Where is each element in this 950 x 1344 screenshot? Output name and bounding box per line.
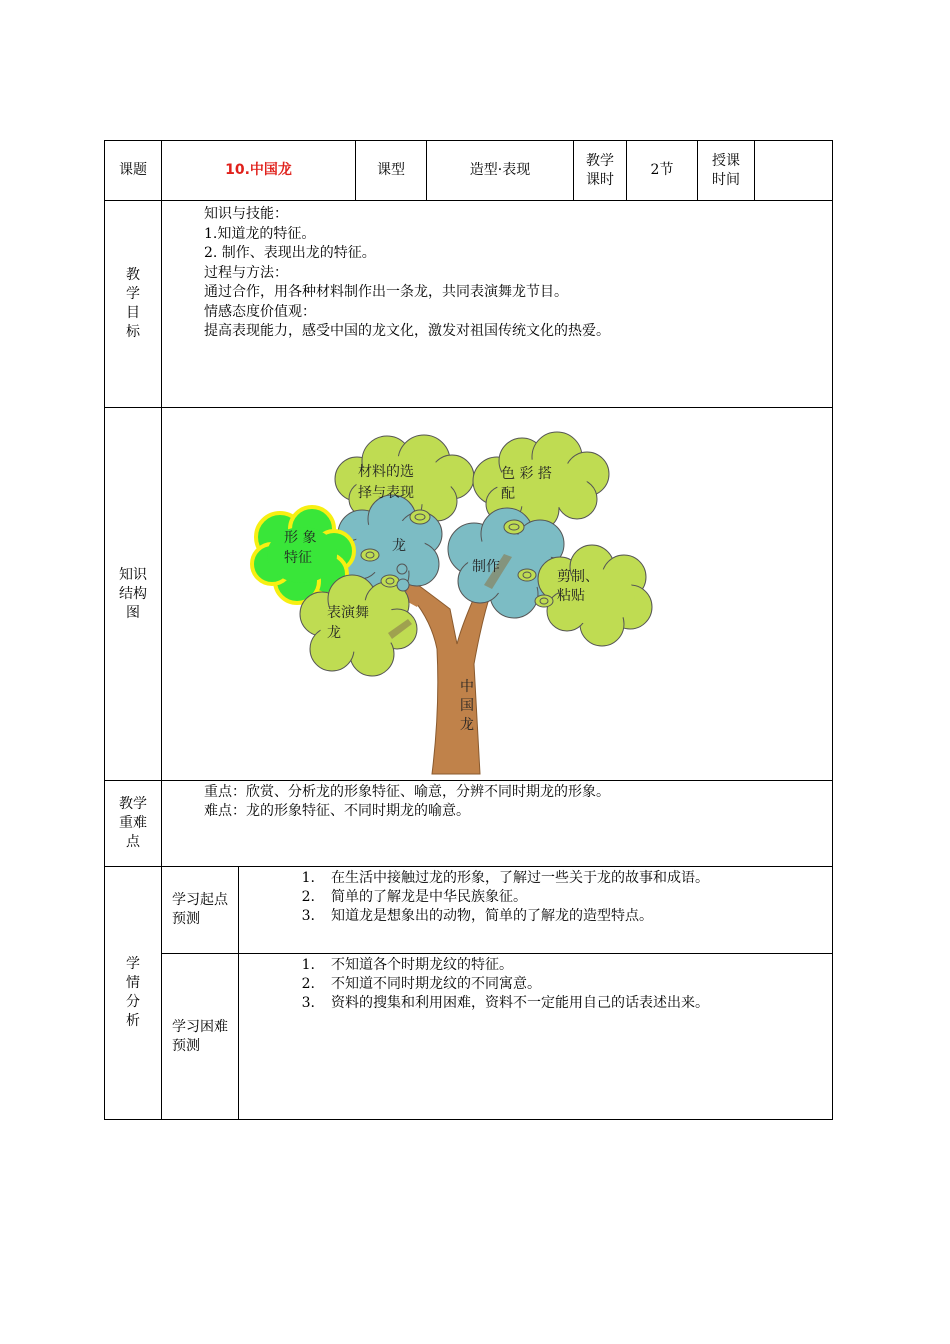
goal-line: 2. 制作、表现出龙的特征。 <box>204 245 376 261</box>
difficulty-label-cell <box>162 954 239 1120</box>
goal-line: 1.知道龙的特征。 <box>204 225 316 242</box>
analysis-label-cell <box>105 867 162 1120</box>
knowledge-tree-diagram <box>162 409 832 780</box>
label-material-1: 材料的选 <box>358 463 414 480</box>
knowledge-tree-cell <box>162 408 833 781</box>
start-content <box>239 867 833 954</box>
label-trunk <box>460 678 474 733</box>
label-color-1: 色 彩 搭 <box>501 465 552 482</box>
difficulty-line: 难点：龙的形象特征、不同时期龙的喻意。 <box>204 803 470 819</box>
type-value: 造型·表现 <box>427 141 574 201</box>
label-dance-1: 表演舞 <box>327 604 369 621</box>
goal-line: 情感态度价值观： <box>204 303 316 320</box>
keypoints-content <box>162 781 833 867</box>
goal-line: 通过合作，用各种材料制作出一条龙，共同表演舞龙节目。 <box>204 284 568 300</box>
label-dance-2: 龙 <box>327 624 341 641</box>
structure-label-cell <box>105 408 162 781</box>
goal-line: 提高表现能力，感受中国的龙文化，激发对祖国传统文化的热爱。 <box>204 323 610 339</box>
label-cut-2: 粘贴 <box>557 587 585 604</box>
trunk-label-char: 国 <box>460 697 474 714</box>
list-item: 1. 在生活中接触过龙的形象，了解过一些关于龙的故事和成语。 <box>301 870 709 886</box>
lesson-plan-table <box>104 140 833 1120</box>
cloud-cut <box>538 545 652 646</box>
focus-line: 重点：欣赏、分析龙的形象特征、喻意，分辨不同时期龙的形象。 <box>204 784 610 800</box>
label-material-2: 择与表现 <box>358 484 414 501</box>
goals-label: 教学目标 <box>126 267 140 340</box>
label-make: 制作 <box>472 558 500 575</box>
structure-label: 知识结构图 <box>119 566 147 621</box>
difficulty-label: 学习困难预测 <box>172 1018 228 1054</box>
label-color-2: 配 <box>501 485 515 502</box>
lesson-title: 10.中国龙 <box>162 141 356 201</box>
label-dragon: 龙 <box>392 537 406 554</box>
trunk-label-char: 龙 <box>460 716 474 733</box>
list-item: 3. 资料的搜集和利用困难，资料不一定能用自己的话表述出来。 <box>301 995 709 1011</box>
trunk-label-char: 中 <box>460 678 474 695</box>
analysis-label: 学情分析 <box>126 956 140 1029</box>
tree-trunk <box>402 579 492 774</box>
goal-line: 知识与技能： <box>204 206 288 222</box>
list-item: 3. 知道龙是想象出的动物，简单的了解龙的造型特点。 <box>301 908 653 924</box>
goal-line: 过程与方法： <box>204 264 288 281</box>
topic-label: 课题 <box>105 141 162 201</box>
start-label-cell <box>162 867 239 954</box>
list-item: 2. 不知道不同时期龙纹的不同寓意。 <box>301 976 541 992</box>
hours-value: 2节 <box>627 141 698 201</box>
label-cut-1: 剪制、 <box>557 568 599 585</box>
start-label: 学习起点预测 <box>172 892 228 927</box>
keypoints-label: 教学重难点 <box>119 796 147 850</box>
goals-content <box>162 201 833 408</box>
label-image-2: 特征 <box>284 549 312 566</box>
time-label: 授课时间 <box>698 141 755 201</box>
keypoints-label-cell <box>105 781 162 867</box>
label-image-1: 形 象 <box>284 529 317 546</box>
hours-label: 教学课时 <box>574 141 627 201</box>
list-item: 1. 不知道各个时期龙纹的特征。 <box>301 957 513 973</box>
list-item: 2. 简单的了解龙是中华民族象征。 <box>301 889 527 905</box>
time-value <box>755 141 833 201</box>
type-label: 课型 <box>356 141 427 201</box>
goals-label-cell <box>105 201 162 408</box>
difficulty-content <box>239 954 833 1120</box>
